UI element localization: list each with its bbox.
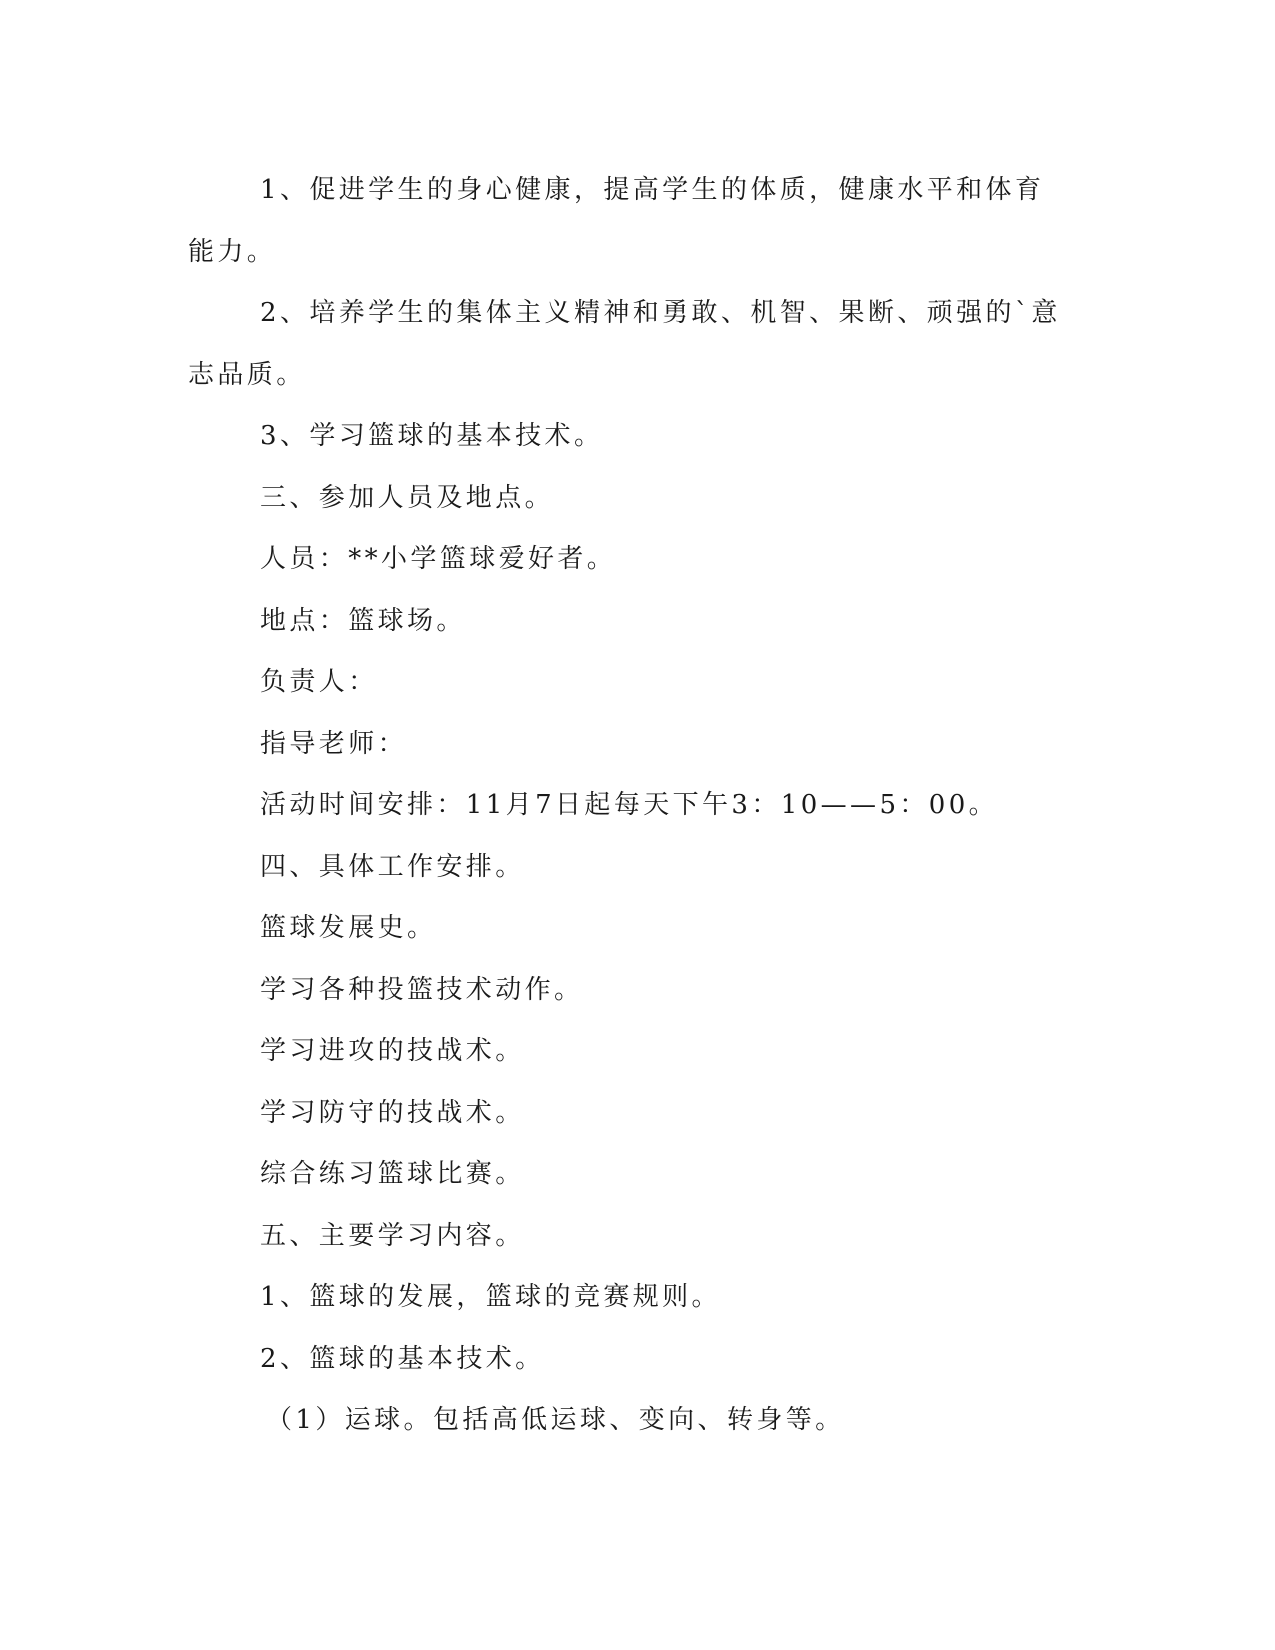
- paragraph-participants: 人员：**小学篮球爱好者。: [260, 544, 617, 574]
- document-body: [188, 160, 1068, 1452]
- paragraph-content-2: 2、篮球的基本技术。: [260, 1343, 545, 1374]
- section-heading-content: 五、主要学习内容。: [260, 1220, 525, 1251]
- paragraph-dribbling: （1）运球。包括高低运球、变向、转身等。: [266, 1405, 845, 1435]
- paragraph-content-1: 1、篮球的发展，篮球的竞赛规则。: [260, 1282, 721, 1312]
- paragraph-goal-3: 3、学习篮球的基本技术。: [260, 421, 604, 451]
- list-item-offense: 学习进攻的技战术。: [260, 1036, 525, 1066]
- list-item-shooting: 学习各种投篮技术动作。: [260, 974, 584, 1005]
- paragraph-person-in-charge: 负责人：: [260, 667, 378, 697]
- list-item-match-practice: 综合练习篮球比赛。: [260, 1159, 525, 1189]
- section-heading-work-plan: 四、具体工作安排。: [260, 851, 525, 882]
- list-item-history: 篮球发展史。: [260, 913, 437, 943]
- section-heading-participants: 三、参加人员及地点。: [260, 482, 555, 513]
- paragraph-goal-1: 1、促进学生的身心健康，提高学生的体质，健康水平和体育能力。: [188, 175, 1045, 267]
- list-item-defense: 学习防守的技战术。: [260, 1097, 525, 1128]
- paragraph-schedule: 活动时间安排：11月7日起每天下午3：10——5：00。: [260, 790, 999, 820]
- paragraph-instructor: 指导老师：: [260, 728, 408, 759]
- paragraph-location: 地点：篮球场。: [260, 605, 466, 636]
- paragraph-goal-2: 2、培养学生的集体主义精神和勇敢、机智、果断、顽强的`意志品质。: [188, 298, 1061, 390]
